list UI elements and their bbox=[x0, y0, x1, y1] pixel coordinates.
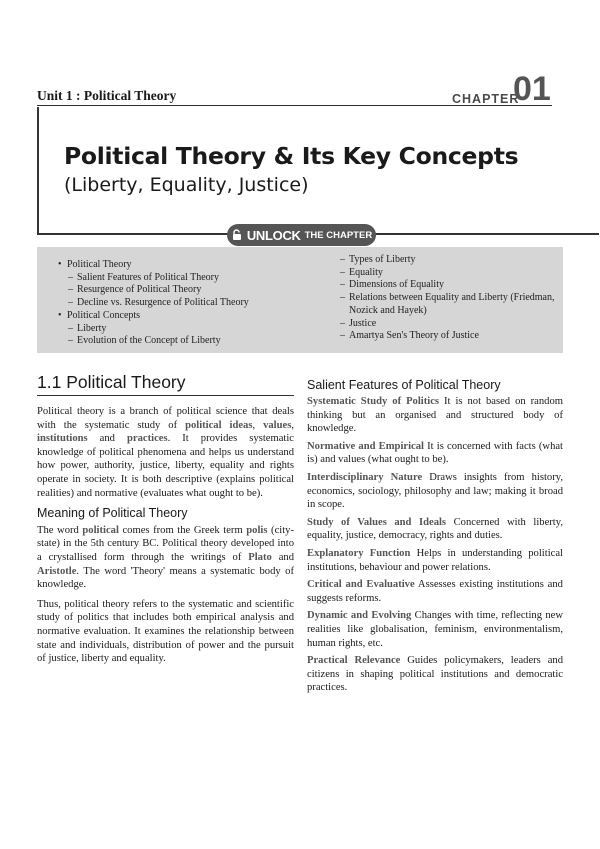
chapter-title: Political Theory & Its Key Concepts bbox=[64, 142, 519, 170]
section-heading: 1.1 Political Theory bbox=[37, 372, 186, 392]
unit-label: Unit 1 : Political Theory bbox=[37, 88, 177, 103]
contents-item: – Dimensions of Equality bbox=[340, 279, 444, 291]
feature-item: Systematic Study of Politics It is not based on random thinking but an organised and structured body of knowledge. bbox=[307, 396, 563, 435]
features-list bbox=[307, 395, 563, 699]
left-column bbox=[37, 405, 294, 666]
feature-item: Practical Relevance Guides policymakers, leaders and citizens in shaping political institutions and democratic practices. bbox=[307, 655, 563, 694]
chapter-number: 01 bbox=[513, 70, 551, 108]
intro-paragraph: Political theory is a branch of political science that deals with the systematic study of political ideas, values, institutions and practices. It provides systematic knowledge of political phenomena and helps us understand how power, authority, justice, liberty, equality and rights operate in society. It is both descriptive (explains political realities) and normative (evaluates what ought to be). bbox=[37, 406, 294, 499]
feature-item: Normative and Empirical It is concerned with facts (what is) and values (what ought to be). bbox=[307, 440, 564, 466]
section-rule bbox=[37, 395, 294, 396]
contents-item: – Evolution of the Concept of Liberty bbox=[68, 335, 221, 347]
feature-item: Explanatory Function Helps in understanding political institutions, behaviour and power relations. bbox=[307, 547, 563, 573]
subsection-heading: Meaning of Political Theory bbox=[37, 506, 188, 521]
meaning-paragraph: The word political comes from the Greek term polis (city-state) in the 5th century BC. Political theory developed into a crystallised form through the writings of Plato and Aristotle. The word 'Theory' means a systematic body of knowledge. bbox=[37, 524, 294, 591]
chapter-label: CHAPTER bbox=[452, 92, 520, 106]
unlock-icon bbox=[231, 229, 243, 241]
chapter-subtitle: (Liberty, Equality, Justice) bbox=[64, 174, 309, 196]
contents-item: – Types of Liberty bbox=[340, 254, 416, 265]
contents-item: – Justice bbox=[340, 317, 377, 329]
contents-item: – Equality bbox=[340, 266, 383, 278]
contents-item: – Liberty bbox=[68, 322, 107, 334]
contents-item: – Decline vs. Resurgence of Political Theory bbox=[68, 297, 249, 309]
summary-paragraph: Thus, political theory refers to the systematic and scientific study of politics that includes both empirical analysis and normative evaluation. It examines the relationship between state and individuals, distribution of power and the pursuit of justice, liberty and equality. bbox=[37, 598, 294, 665]
feature-item: Dynamic and Evolving Changes with time, reflecting new realities like globalisation, feminism, environmentalism, human rights, etc. bbox=[307, 610, 563, 649]
unlock-chapter-badge bbox=[227, 224, 376, 246]
contents-item: – Salient Features of Political Theory bbox=[68, 271, 220, 283]
features-heading: Salient Features of Political Theory bbox=[307, 378, 501, 392]
contents-list-right bbox=[340, 254, 555, 343]
contents-item: • Political Theory bbox=[58, 259, 132, 270]
unlock-label: UNLOCK bbox=[246, 227, 301, 243]
contents-item: – Resurgence of Political Theory bbox=[68, 284, 202, 296]
feature-item: Interdisciplinary Nature Draws insights from history, economics, sociology, philosophy and law; making it broad in scope. bbox=[307, 471, 563, 511]
unlock-sub-label: THE CHAPTER bbox=[304, 229, 373, 241]
title-frame bbox=[37, 107, 599, 235]
feature-item: Study of Values and Ideals Concerned with liberty, equality, justice, democracy, rights and duties. bbox=[307, 516, 563, 542]
contents-list-left bbox=[58, 259, 249, 348]
contents-item: • Political Concepts bbox=[58, 309, 141, 321]
contents-item: – Amartya Sen's Theory of Justice bbox=[340, 330, 479, 342]
feature-item: Critical and Evaluative Assesses existing institutions and suggests reforms. bbox=[307, 579, 563, 604]
contents-item: – Relations between Equality and Liberty (Friedman, Nozick and Hayek) bbox=[340, 292, 555, 316]
